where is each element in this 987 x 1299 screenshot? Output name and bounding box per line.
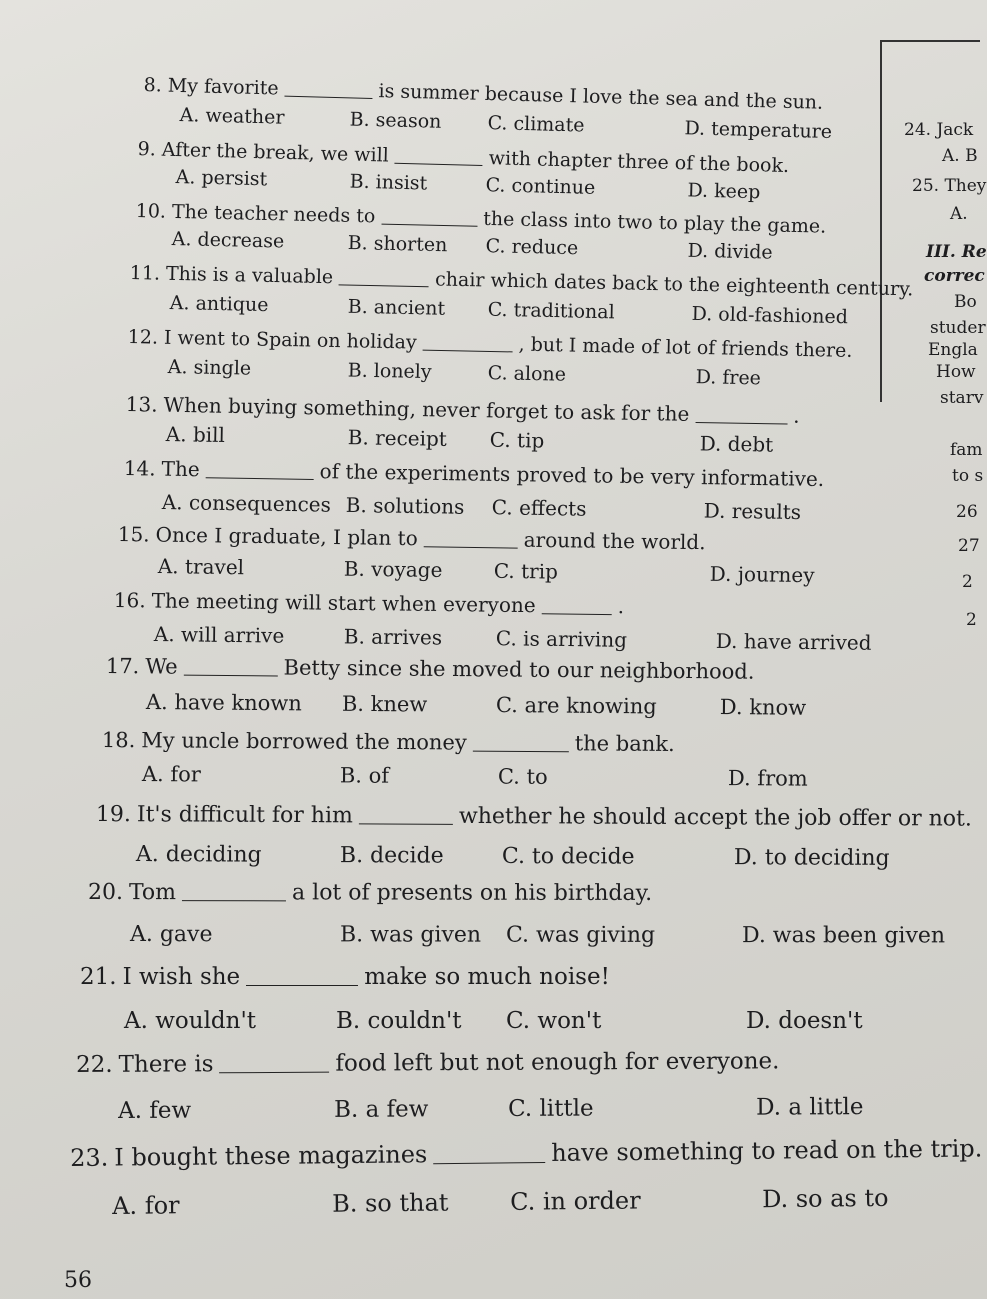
option-a[interactable]: A. single — [167, 356, 252, 380]
question-number: 18. — [101, 728, 136, 753]
option-c[interactable]: C. reduce — [485, 235, 579, 260]
option-c[interactable]: C. little — [507, 1095, 594, 1122]
option-b[interactable]: B. so that — [331, 1188, 449, 1218]
question-stem-start: My favorite — [167, 74, 279, 100]
question-number: 12. — [127, 326, 159, 349]
option-b[interactable]: B. voyage — [343, 556, 443, 582]
option-a[interactable]: A. decrease — [171, 228, 285, 253]
question-stem-end: have something to read on the trip. — [551, 1134, 983, 1167]
option-a[interactable]: A. antique — [169, 292, 269, 317]
question-stem-end: a lot of presents on his birthday. — [292, 880, 653, 906]
option-a[interactable]: A. bill — [165, 422, 226, 448]
question-number: 19. — [95, 802, 131, 828]
question-stem-start: The meeting will start when everyone — [151, 588, 536, 618]
option-a[interactable]: A. will arrive — [153, 622, 285, 648]
option-c[interactable]: C. climate — [487, 112, 585, 137]
option-c[interactable]: C. continue — [485, 174, 596, 199]
question-stem-start: We — [145, 654, 178, 679]
question-stem-end: around the world. — [523, 527, 706, 555]
answer-blank[interactable] — [284, 95, 372, 99]
question-number: 9. — [137, 138, 157, 161]
option-b[interactable]: B. shorten — [347, 231, 448, 257]
option-a[interactable]: A. persist — [175, 166, 268, 191]
question-stem-start: I bought these magazines — [114, 1140, 428, 1172]
option-b[interactable]: B. of — [339, 763, 390, 788]
question-stem-start: It's difficult for him — [136, 802, 353, 829]
option-b[interactable]: B. insist — [349, 170, 428, 195]
option-b[interactable]: B. was given — [339, 922, 482, 948]
question-stem-end: chair which dates back to the eighteenth century. — [434, 268, 914, 301]
question-number: 17. — [105, 654, 140, 679]
question-number: 22. — [76, 1051, 113, 1078]
answer-blank[interactable] — [359, 822, 453, 824]
question-stem-end: food left but not enough for everyone. — [335, 1048, 780, 1077]
answer-options — [154, 622, 954, 660]
side-fragment: A. — [950, 204, 968, 224]
question-15 — [118, 522, 706, 554]
option-d[interactable]: D. keep — [687, 179, 761, 204]
option-d[interactable]: D. results — [703, 498, 802, 525]
answer-options — [142, 762, 942, 796]
option-c[interactable]: C. to decide — [501, 843, 635, 870]
option-c[interactable]: C. was giving — [505, 922, 656, 948]
question-number: 10. — [135, 200, 167, 223]
answer-options — [118, 1094, 918, 1126]
answer-options — [158, 554, 958, 593]
answer-options — [112, 1184, 912, 1220]
option-b[interactable]: B. ancient — [347, 295, 446, 320]
answer-options — [146, 690, 946, 725]
answer-blank[interactable] — [395, 162, 483, 166]
option-b[interactable]: B. receipt — [347, 425, 448, 451]
question-17 — [106, 654, 755, 684]
answer-blank[interactable] — [423, 349, 513, 353]
option-a[interactable]: A. deciding — [135, 842, 262, 868]
option-c[interactable]: C. are knowing — [495, 693, 657, 719]
option-d[interactable]: D. doesn't — [746, 1008, 863, 1034]
option-b[interactable]: B. solutions — [345, 492, 465, 519]
question-stem-end: with chapter three of the book. — [488, 147, 790, 178]
option-d[interactable]: D. a little — [755, 1094, 864, 1121]
question-number: 21. — [80, 964, 117, 990]
answer-options — [136, 842, 936, 874]
answer-blank[interactable] — [246, 984, 358, 986]
answer-options — [129, 922, 946, 951]
option-a[interactable]: A. consequences — [161, 490, 332, 517]
question-stem-start: The — [161, 456, 200, 482]
question-22 — [76, 1048, 780, 1078]
option-a[interactable]: A. few — [118, 1097, 192, 1124]
side-fragment: Bo — [954, 292, 977, 312]
question-number: 8. — [143, 74, 163, 97]
question-number: 11. — [129, 262, 161, 285]
question-stem-end: make so much noise! — [364, 964, 610, 990]
option-d[interactable]: D. old-fashioned — [691, 302, 849, 329]
question-stem-start: There is — [118, 1051, 214, 1078]
answer-blank[interactable] — [381, 223, 477, 227]
question-number: 14. — [123, 456, 156, 481]
question-number: 20. — [87, 880, 123, 906]
answer-blank[interactable] — [424, 545, 518, 548]
option-a[interactable]: A. for — [141, 762, 201, 787]
option-b[interactable]: B. season — [349, 108, 442, 133]
side-fragment: How — [936, 362, 976, 382]
option-d[interactable]: D. divide — [687, 239, 773, 264]
option-c[interactable]: C. alone — [487, 362, 567, 386]
question-16 — [114, 588, 624, 618]
answer-blank[interactable] — [339, 283, 429, 287]
question-stem-end: . — [793, 403, 800, 428]
option-d[interactable]: D. from — [727, 766, 808, 791]
question-stem-start: This is a valuable — [165, 262, 334, 289]
question-stem-end: Betty since she moved to our neighborhood. — [283, 655, 755, 684]
option-b[interactable]: B. lonely — [347, 359, 432, 384]
question-stem-start: Tom — [128, 880, 177, 906]
question-number: 13. — [125, 392, 158, 417]
option-d[interactable]: D. journey — [709, 561, 815, 588]
option-d[interactable]: D. to deciding — [733, 845, 890, 871]
question-number: 23. — [70, 1143, 109, 1172]
side-fragment: 26 — [956, 502, 978, 522]
question-stem-end: whether he should accept the job offer or not. — [458, 803, 972, 832]
question-number: 16. — [113, 588, 146, 613]
answer-blank[interactable] — [206, 476, 314, 480]
side-fragment: fam — [950, 440, 983, 460]
side-fragment: 2 — [966, 610, 977, 630]
side-fragment: studer — [930, 318, 986, 338]
answer-blank[interactable] — [542, 612, 612, 615]
option-d[interactable]: D. debt — [699, 431, 774, 457]
answer-blank[interactable] — [220, 1071, 330, 1074]
side-fragment: 27 — [958, 536, 980, 556]
question-stem-start: When buying something, never forget to ask for the — [163, 392, 690, 426]
answer-options — [124, 1008, 924, 1036]
option-a[interactable]: A. gave — [129, 922, 213, 948]
option-a[interactable]: A. travel — [157, 554, 245, 580]
question-stem-end: of the experiments proved to be very informative. — [319, 459, 825, 491]
option-c[interactable]: C. to — [497, 764, 548, 789]
side-fragment: correc — [924, 266, 985, 286]
question-20 — [88, 880, 652, 906]
question-stem-start: I went to Spain on holiday — [163, 326, 417, 354]
option-c[interactable]: C. in order — [509, 1186, 641, 1216]
option-c[interactable]: C. tip — [489, 427, 545, 453]
question-number: 15. — [117, 522, 150, 547]
option-d[interactable]: D. free — [695, 366, 762, 390]
question-stem-end: , but I made of lot of friends there. — [518, 333, 853, 362]
option-b[interactable]: B. couldn't — [336, 1008, 462, 1034]
option-d[interactable]: D. temperature — [684, 117, 833, 144]
side-fragment: 25. They — [912, 176, 987, 196]
question-18 — [102, 728, 675, 756]
question-stem-start: My uncle borrowed the money — [141, 728, 467, 755]
option-c[interactable]: C. traditional — [487, 298, 615, 324]
question-19 — [96, 802, 972, 832]
answer-blank[interactable] — [695, 421, 787, 425]
option-b[interactable]: B. decide — [339, 843, 444, 869]
question-21 — [80, 964, 610, 990]
question-stem-end: the bank. — [574, 731, 675, 756]
page-number: 56 — [64, 1268, 92, 1293]
option-c[interactable]: C. won't — [506, 1008, 602, 1034]
answer-blank[interactable] — [182, 899, 286, 901]
side-fragment: 2 — [962, 572, 973, 592]
answer-blank[interactable] — [473, 750, 569, 753]
question-stem-start: Once I graduate, I plan to — [155, 522, 418, 551]
answer-blank[interactable] — [433, 1161, 545, 1164]
option-c[interactable]: C. effects — [491, 495, 587, 521]
question-stem-start: I wish she — [122, 964, 241, 990]
option-d[interactable]: D. have arrived — [715, 628, 872, 655]
option-b[interactable]: B. arrives — [343, 624, 443, 650]
side-fragment: A. B — [942, 146, 978, 166]
option-c[interactable]: C. is arriving — [495, 626, 628, 652]
answer-blank[interactable] — [184, 674, 278, 677]
question-stem-start: After the break, we will — [161, 138, 390, 167]
option-d[interactable]: D. know — [719, 695, 807, 720]
option-c[interactable]: C. trip — [493, 558, 559, 584]
option-a[interactable]: A. have known — [145, 690, 302, 716]
question-stem-end: the class into two to play the game. — [483, 207, 827, 238]
answer-options — [167, 356, 967, 399]
question-stem-start: The teacher needs to — [171, 200, 376, 228]
option-b[interactable]: B. a few — [333, 1096, 429, 1123]
side-fragment: Engla — [928, 340, 978, 360]
question-stem-end: . — [617, 594, 625, 619]
option-a[interactable]: A. weather — [179, 104, 285, 129]
side-fragment: 24. Jack — [904, 120, 974, 140]
question-23 — [70, 1134, 982, 1172]
question-stem-end: is summer because I love the sea and the sun. — [378, 80, 824, 114]
side-fragment: starv — [940, 388, 984, 408]
option-d[interactable]: D. was been given — [741, 923, 946, 949]
option-d[interactable]: D. so as to — [761, 1183, 889, 1214]
option-a[interactable]: A. for — [112, 1191, 180, 1220]
side-fragment: to s — [952, 466, 984, 486]
option-b[interactable]: B. knew — [341, 691, 428, 717]
side-fragment: III. Re — [926, 242, 987, 262]
question-14 — [124, 456, 825, 491]
option-a[interactable]: A. wouldn't — [124, 1008, 257, 1034]
